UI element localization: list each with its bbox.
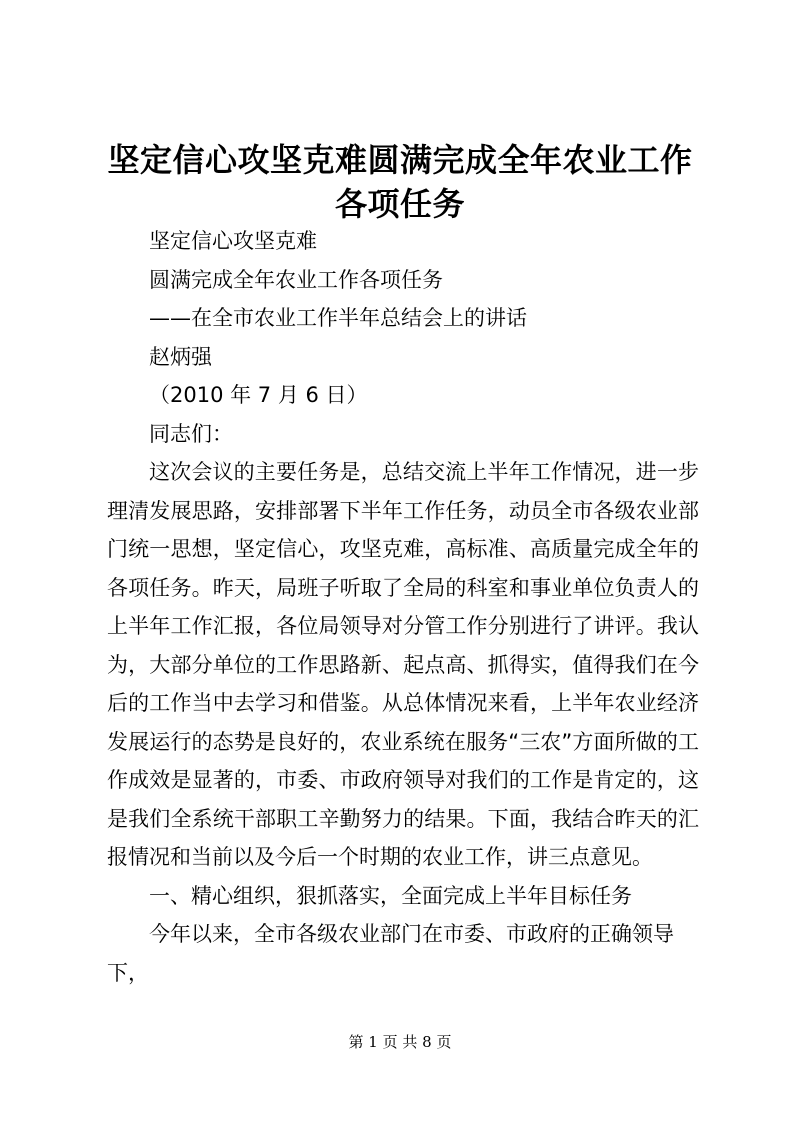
salutation: 同志们： xyxy=(149,421,233,446)
section-heading-1: 一、精心组织，狠抓落实，全面完成上半年目标任务 xyxy=(149,883,632,908)
paragraph-section-1-start: 今年以来，全市各级农业部门在市委、市政府的正确领导下， xyxy=(107,922,674,985)
subtitle-line-2: 圆满完成全年农业工作各项任务 xyxy=(149,267,443,292)
document-body xyxy=(107,222,699,992)
speaker-name: 赵炳强 xyxy=(149,344,212,369)
page-footer: 第 1 页 共 8 页 xyxy=(348,1033,452,1051)
subtitle-line-1: 坚定信心攻坚克难 xyxy=(149,229,317,253)
speech-occasion: ——在全市农业工作半年总结会上的讲话 xyxy=(149,306,527,330)
speech-date: （2010 年 7 月 6 日） xyxy=(149,383,368,407)
document-title: 坚定信心攻坚克难圆满完成全年农业工作各项任务 xyxy=(107,141,693,223)
paragraph-intro: 这次会议的主要任务是，总结交流上半年工作情况，进一步理清发展思路，安排部署下半年工作任务，动员全市各级农业部门统一思想，坚定信心，攻坚克难，高标准、高质量完成全年的各项任务。昨天，局班子听取了全局的科室和事业单位负责人的上半年工作汇报，各位局领导对分管工作分别进行了讲评。我认为，大部分单位的工作思路新、起点高、抓得实，值得我们在今后的工作当中去学习和借鉴。从总体情况来看，上半年农业经济发展运行的态势是良好的，农业系统在服务“三农”方面所做的工作成效是显著的，市委、市政府领导对我们的工作是肯定的，这是我们全系统干部职工辛勤努力的结果。下面，我结合昨天的汇报情况和当前以及今后一个时期的农业工作，讲三点意见。 xyxy=(107,460,699,869)
